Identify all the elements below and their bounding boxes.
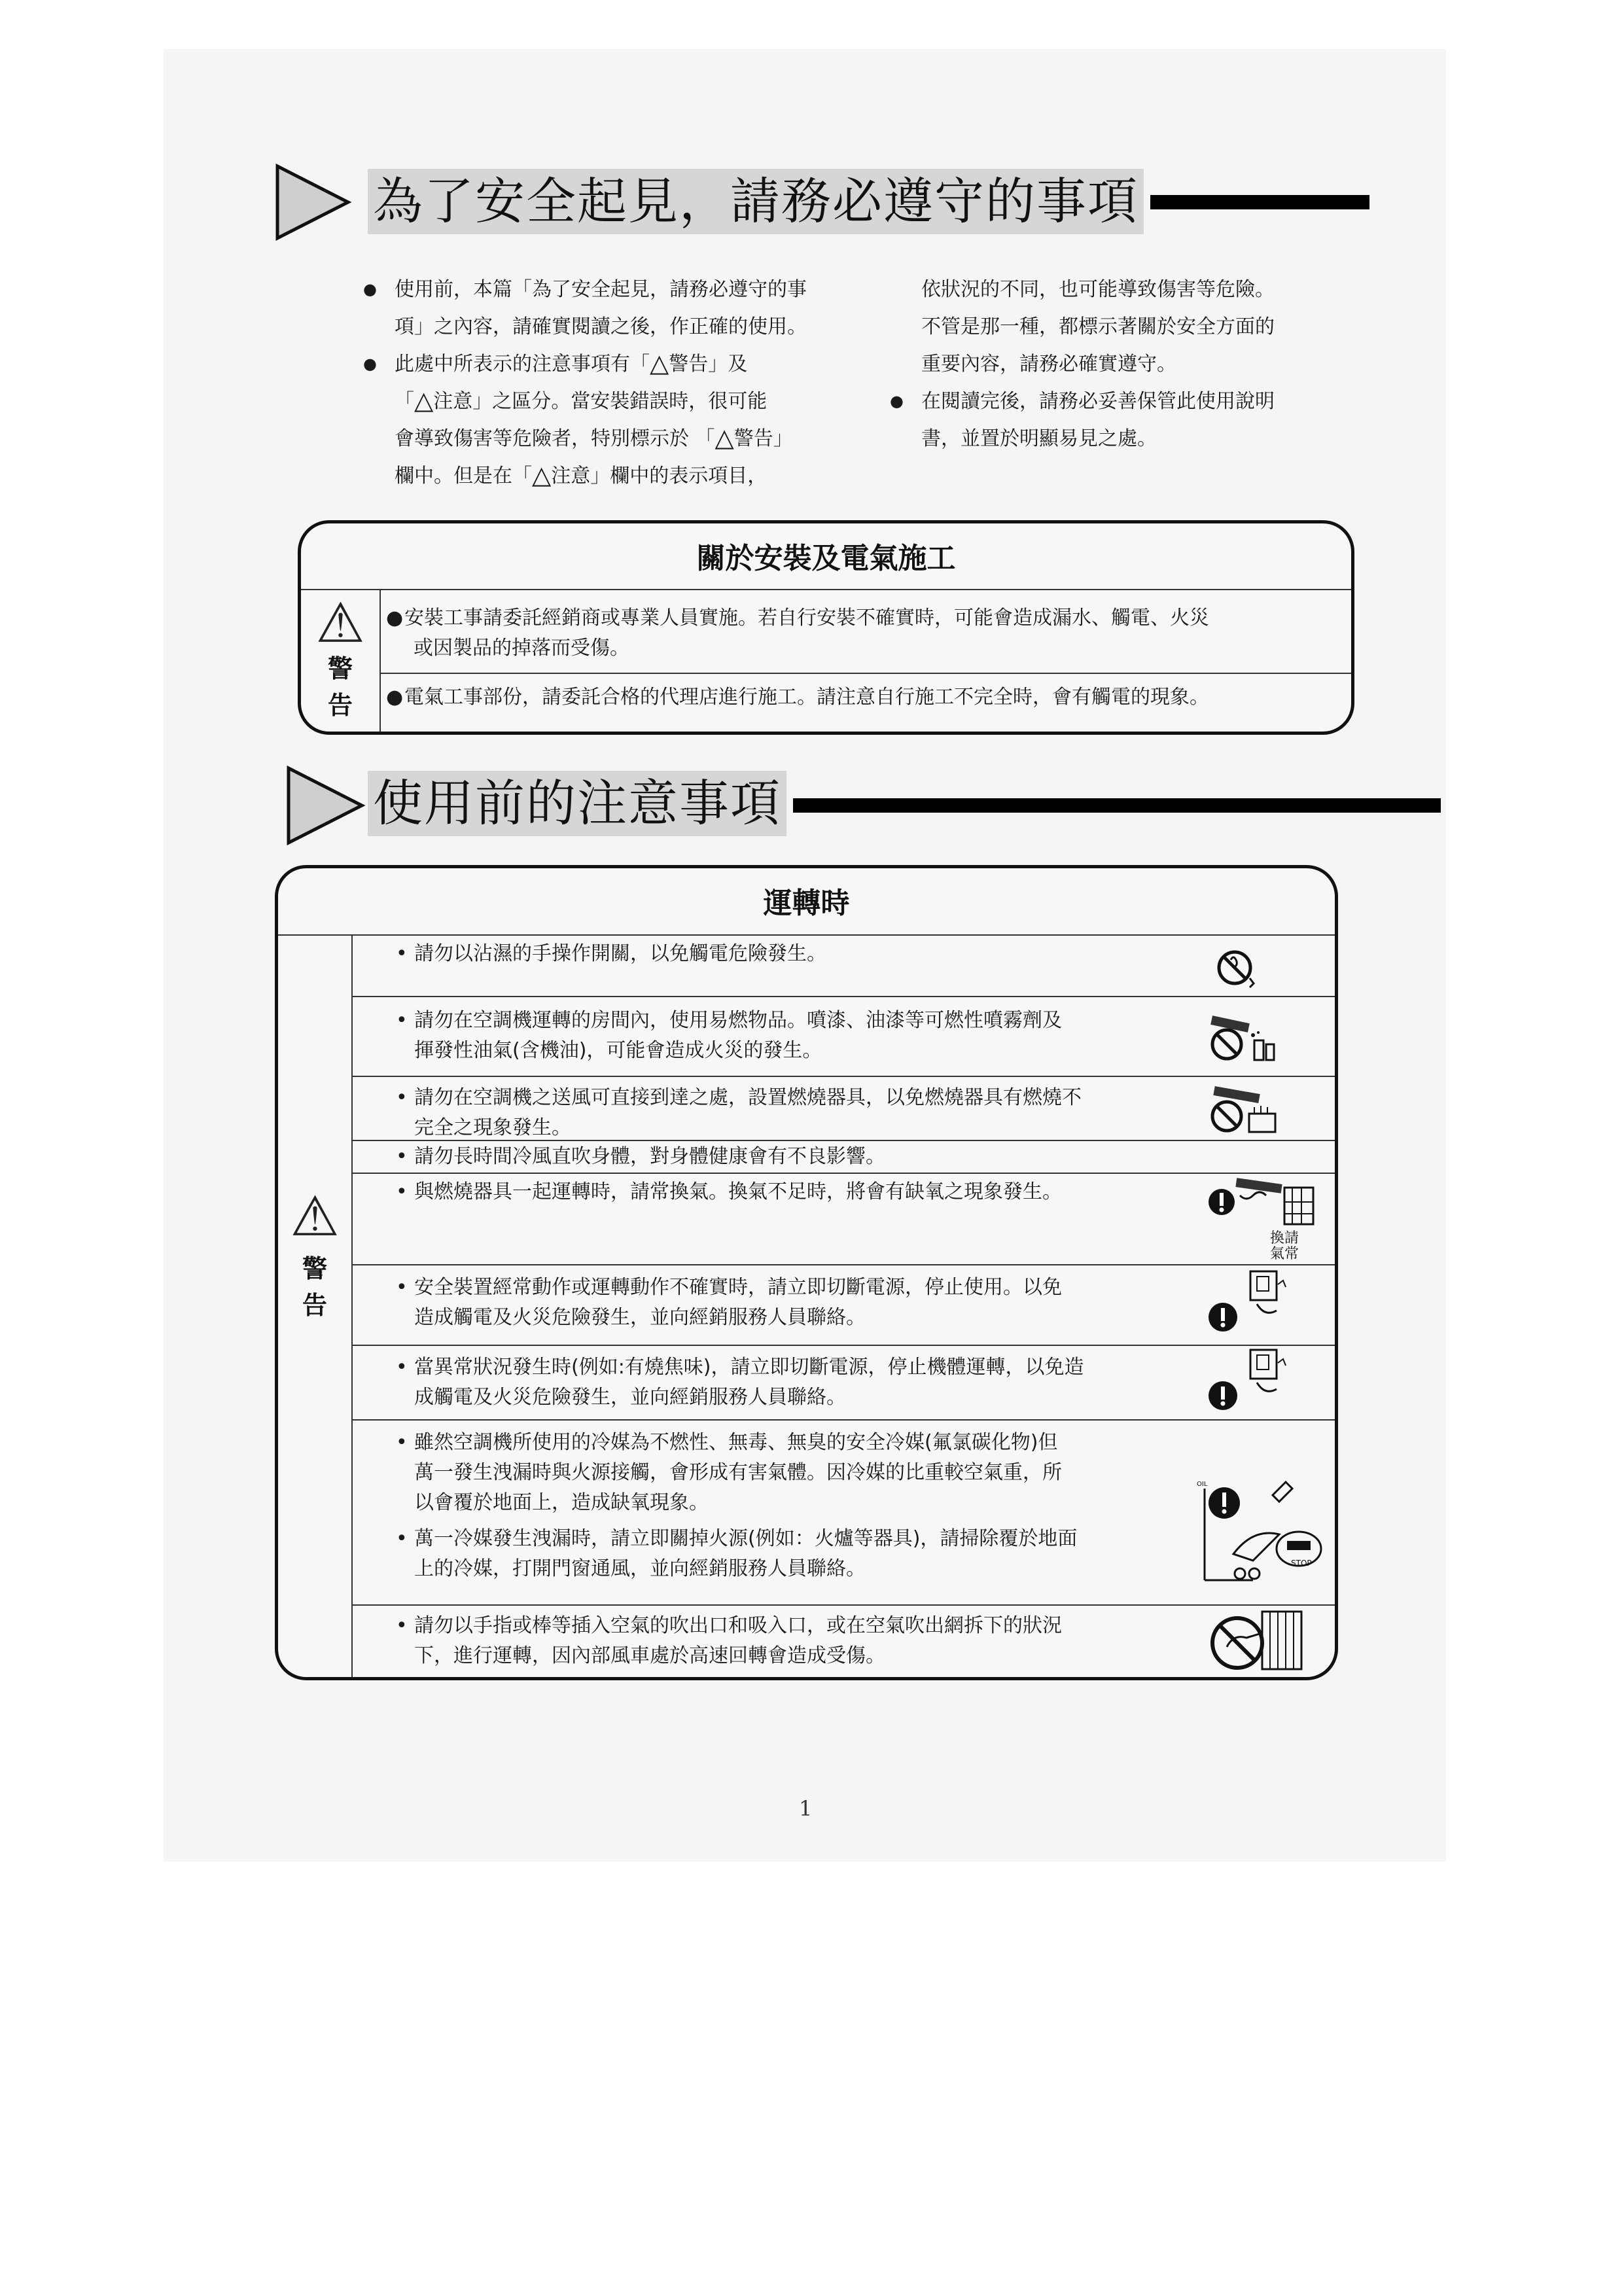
operation-row-9 bbox=[396, 1524, 1077, 1584]
row-line bbox=[386, 603, 1209, 633]
installation-box-title: 關於安裝及電氣施工 bbox=[696, 542, 956, 575]
row-line bbox=[396, 1142, 885, 1172]
bullet-icon: • bbox=[396, 1356, 408, 1379]
ventilation-icon bbox=[1207, 1176, 1318, 1261]
row-line bbox=[396, 1177, 1062, 1207]
intro-line: 不管是那一種，都標示著關於安全方面的 bbox=[921, 315, 1275, 338]
row-text: 請勿在空調機之送風可直接到達之處，設置燃燒器具，以免燃燒器具有燃燒不 bbox=[414, 1086, 1082, 1109]
intro-line bbox=[395, 420, 887, 457]
intro-line: 項」之內容，請確實閱讀之後，作正確的使用。 bbox=[395, 315, 807, 338]
no-spray-icon bbox=[1207, 1016, 1279, 1068]
row-line bbox=[396, 1428, 1062, 1458]
warning-triangle-icon: △ bbox=[532, 461, 552, 489]
section2-title: 使用前的注意事項 bbox=[368, 771, 786, 836]
warning-triangle-icon: △ bbox=[414, 386, 434, 415]
operation-box-title: 運轉時 bbox=[763, 887, 850, 920]
bullet-icon: • bbox=[396, 1431, 408, 1454]
intro-text: 注意」之區分。當安裝錯誤時，很可能 bbox=[433, 390, 768, 413]
intro-text: 會導致傷害等危險者，特別標示於 「 bbox=[395, 427, 715, 450]
intro-line: 重要內容，請務必確實遵守。 bbox=[921, 353, 1176, 376]
row-line bbox=[386, 682, 1209, 713]
bullet-icon: • bbox=[396, 1009, 408, 1032]
intro-line bbox=[395, 345, 887, 383]
warning-label: 警告 bbox=[327, 654, 353, 720]
row-line: 完全之現象發生。 bbox=[414, 1116, 571, 1139]
bullet-icon: • bbox=[396, 1527, 408, 1550]
row-line: 上的冷媒，打開門窗通風，並向經銷服務人員聯絡。 bbox=[414, 1557, 866, 1580]
row-line bbox=[396, 1524, 1077, 1554]
row-line bbox=[396, 1611, 1062, 1641]
intro-bullet-1 bbox=[363, 271, 887, 345]
installation-row-2 bbox=[386, 682, 1209, 713]
warning-label: 警告 bbox=[302, 1254, 327, 1320]
section-arrow-icon bbox=[286, 766, 366, 845]
section1-rule bbox=[1150, 195, 1369, 209]
no-fingers-in-outlet-icon bbox=[1207, 1608, 1305, 1673]
bullet-icon: ● bbox=[386, 686, 404, 709]
installation-warning-label bbox=[301, 591, 380, 724]
divider bbox=[351, 1345, 1335, 1346]
section1-title: 為了安全起見，請務必遵守的事項 bbox=[368, 169, 1144, 234]
bullet-icon: • bbox=[396, 1086, 408, 1109]
row-text: 雖然空調機所使用的冷媒為不燃性、無毒、無臭的安全冷媒(氟氯碳化物)但 bbox=[414, 1431, 1058, 1454]
intro-text: 注意」欄中的表示項目， bbox=[551, 465, 768, 487]
operation-row-5 bbox=[396, 1177, 1062, 1207]
bullet-icon: • bbox=[396, 1180, 408, 1203]
intro-left-column bbox=[363, 271, 887, 495]
no-wet-hands-icon bbox=[1214, 945, 1260, 991]
row-text: 當異常狀況發生時(例如:有燒焦味)，請立即切斷電源，停止機體運轉，以免造 bbox=[414, 1356, 1084, 1379]
operation-row-7 bbox=[396, 1352, 1084, 1413]
oil-text: OIL bbox=[1197, 1481, 1208, 1488]
divider bbox=[278, 934, 1335, 936]
row-text: 請勿在空調機運轉的房間內，使用易燃物品。噴漆、油漆等可燃性噴霧劑及 bbox=[414, 1009, 1062, 1032]
operation-row-6 bbox=[396, 1273, 1062, 1333]
divider bbox=[351, 1419, 1335, 1421]
operation-row-1 bbox=[396, 939, 826, 969]
divider bbox=[351, 996, 1335, 997]
divider bbox=[351, 1173, 1335, 1174]
refrigerant-leak-icon bbox=[1194, 1469, 1325, 1587]
page-number: 1 bbox=[799, 1796, 813, 1821]
operation-row-8 bbox=[396, 1428, 1062, 1518]
intro-bullet-2 bbox=[363, 345, 887, 495]
row-line: 下，進行運轉，因內部風車處於高速回轉會造成受傷。 bbox=[414, 1644, 885, 1667]
warning-triangle-icon: △ bbox=[650, 349, 669, 378]
row-text: 請勿以沾濕的手操作開關，以免觸電危險發生。 bbox=[414, 942, 826, 965]
operation-warning-box bbox=[275, 865, 1338, 1680]
intro-line: 依狀況的不同，也可能導致傷害等危險。 bbox=[921, 278, 1275, 301]
intro-line: ● 在閱讀完後，請務必妥善保管此使用說明 bbox=[921, 390, 1275, 413]
divider bbox=[301, 589, 1351, 590]
row-text: 請勿以手指或棒等插入空氣的吹出口和吸入口，或在空氣吹出網拆下的狀況 bbox=[414, 1614, 1062, 1637]
row-line: 萬一發生洩漏時與火源接觸，會形成有害氣體。因冷媒的比重較空氣重，所 bbox=[414, 1461, 1062, 1484]
intro-text: 「 bbox=[395, 390, 414, 413]
row-text: 請勿長時間冷風直吹身體，對身體健康會有不良影響。 bbox=[414, 1145, 885, 1168]
bullet-icon: ● bbox=[386, 607, 404, 629]
intro-right-column bbox=[890, 271, 1348, 457]
divider bbox=[351, 1264, 1335, 1265]
row-text: 電氣工事部份，請委託合格的代理店進行施工。請注意自行施工不完全時，會有觸電的現象。 bbox=[404, 686, 1209, 709]
intro-text: 欄中。但是在「 bbox=[395, 465, 532, 487]
bullet-icon: • bbox=[396, 942, 408, 965]
intro-text: 此處中所表示的注意事項有「 bbox=[395, 353, 650, 376]
bullet-icon: • bbox=[396, 1145, 408, 1168]
stop-text: STOP bbox=[1291, 1559, 1312, 1568]
row-line bbox=[396, 1083, 1082, 1113]
row-line bbox=[396, 939, 826, 969]
row-line bbox=[396, 1006, 1062, 1036]
row-text: 安全裝置經常動作或運轉動作不確實時，請立即切斷電源，停止使用。以免 bbox=[414, 1276, 1062, 1299]
ventilate-text: 換請 bbox=[1270, 1230, 1299, 1246]
row-line bbox=[396, 1352, 1084, 1383]
installation-row-1 bbox=[386, 603, 1209, 663]
row-line bbox=[396, 1273, 1062, 1303]
intro-line: 書，並置於明顯易見之處。 bbox=[921, 427, 1157, 450]
intro-line bbox=[395, 383, 887, 420]
divider bbox=[351, 1076, 1335, 1077]
intro-line: ● 使用前，本篇「為了安全起見，請務必遵守的事 bbox=[395, 278, 807, 301]
installation-warning-box bbox=[298, 520, 1354, 735]
operation-row-10 bbox=[396, 1611, 1062, 1671]
section2-rule bbox=[793, 798, 1441, 813]
row-line: 以會覆於地面上，造成缺氧現象。 bbox=[414, 1491, 709, 1514]
divider bbox=[380, 673, 1351, 674]
operation-row-4 bbox=[396, 1142, 885, 1172]
intro-continuation bbox=[890, 271, 1348, 383]
warning-triangle-icon: ⚠ bbox=[315, 591, 365, 655]
operation-row-2 bbox=[396, 1006, 1062, 1066]
cut-power-icon bbox=[1207, 1346, 1292, 1418]
intro-text: 警告」 bbox=[733, 427, 793, 450]
warning-triangle-icon: ⚠ bbox=[290, 1184, 340, 1248]
intro-line bbox=[395, 457, 887, 495]
row-line: 成觸電及火災危險發生，並向經銷服務人員聯絡。 bbox=[414, 1386, 846, 1409]
no-heater-icon bbox=[1207, 1086, 1279, 1139]
ventilate-text: 氣常 bbox=[1270, 1246, 1299, 1261]
divider bbox=[380, 589, 381, 732]
bullet-icon: • bbox=[396, 1614, 408, 1637]
operation-warning-label bbox=[278, 1184, 351, 1324]
row-text: 安裝工事請委託經銷商或專業人員實施。若自行安裝不確實時，可能會造成漏水、觸電、火災 bbox=[404, 607, 1209, 629]
bullet-icon: • bbox=[396, 1276, 408, 1299]
row-text: 萬一冷媒發生洩漏時，請立即關掉火源(例如：火爐等器具)，請掃除覆於地面 bbox=[414, 1527, 1078, 1550]
row-line: 造成觸電及火災危險發生，並向經銷服務人員聯絡。 bbox=[414, 1306, 866, 1329]
cut-power-icon bbox=[1207, 1267, 1292, 1339]
divider bbox=[351, 934, 353, 1677]
divider bbox=[351, 1604, 1335, 1606]
section-arrow-icon bbox=[275, 164, 352, 241]
intro-text: 警告」及 bbox=[669, 353, 748, 376]
warning-triangle-icon: △ bbox=[715, 423, 734, 452]
row-text: 與燃燒器具一起運轉時，請常換氣。換氣不足時，將會有缺氧之現象發生。 bbox=[414, 1180, 1062, 1203]
row-line: 或因製品的掉落而受傷。 bbox=[414, 637, 629, 660]
row-line: 揮發性油氣(含機油)，可能會造成火災的發生。 bbox=[414, 1039, 822, 1062]
operation-row-3 bbox=[396, 1083, 1082, 1143]
intro-bullet-3 bbox=[890, 383, 1348, 457]
